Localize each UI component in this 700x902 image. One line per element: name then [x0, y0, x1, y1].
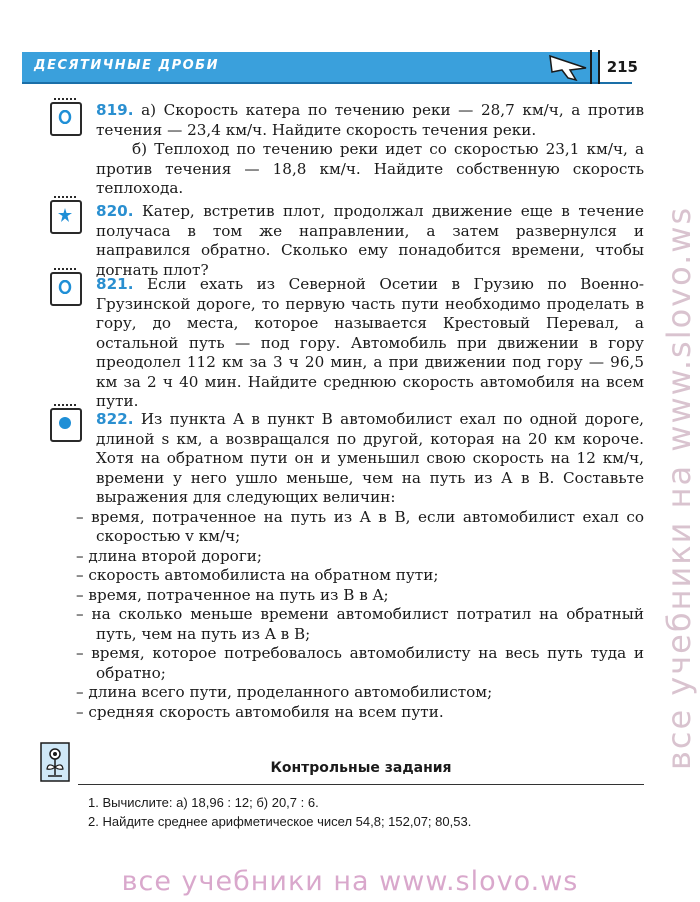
task-text: Катер, встретив плот, продолжал движение еще в течение получаса в том же направлении, а затем развернулся и направился обратно. Сколько ему понадобится времени, чтобы догнать плот?: [96, 202, 645, 279]
task-822: [76, 410, 645, 722]
list-item: – время, потраченное на путь из A в B, если автомобилист ехал со скоростью v км/ч;: [76, 507, 644, 545]
list-item: 1. Вычислите: а) 18,96 : 12; б) 20,7 : 6.: [88, 795, 319, 810]
divider: [78, 784, 644, 785]
list-item: – длина второй дороги;: [76, 546, 263, 565]
task-text: Из пункта A в пункт B автомобилист ехал по одной дороге, длиной s км, а возвращался по другой, которая на 20 км короче. Хотя на обратном пути он и уменьшил свою скорость на 12 км/ч, времени у него ушло меньше, чем на путь из A в B. Составьте выражения для следующих величин:: [96, 410, 645, 506]
task-number: 822.: [96, 410, 134, 428]
vertical-watermark: все учебники на www.slovo.ws: [660, 205, 698, 770]
list-item: – время, которое потребовалось автомобилисту на весь путь туда и обратно;: [76, 644, 644, 682]
task-items-list: [76, 508, 644, 723]
task-text: Если ехать из Северной Осетии в Грузию по Военно-Грузинской дороге, то первую часть пути необходимо проделать в гору, до места, которое называется Крестовый Перевал, а остальной путь — под гору. Автомобиль при движении в гору преодолел 112 км за 3 ч 20 мин, а при движении под гору — 96,5 км за 2 ч 40 мин. Найдите среднюю скорость автомобиля на всем пути.: [96, 275, 644, 410]
list-item: – длина всего пути, проделанного автомобилистом;: [76, 683, 493, 701]
star-icon: [50, 200, 82, 234]
list-item: – скорость автомобилиста на обратном пути;: [76, 566, 439, 584]
task-819: [96, 101, 644, 199]
task-part-a: а) Скорость катера по течению реки — 28,7 км/ч, а против течения — 23,4 км/ч. Найдите скорость течения реки.: [96, 101, 644, 139]
filled-circle-icon: [50, 408, 82, 442]
flower-icon: [40, 742, 70, 782]
task-number: 821.: [96, 275, 134, 293]
list-item: – время, потраченное на путь из B в A;: [76, 585, 389, 604]
task-number: 819.: [96, 101, 134, 119]
bottom-watermark: все учебники на www.slovo.ws: [121, 866, 579, 897]
page-number: 215: [600, 52, 638, 82]
task-number: 820.: [96, 202, 134, 220]
arrow-icon: [548, 52, 588, 82]
list-item: – на сколько меньше времени автомобилист потратил на обратный путь, чем на путь из A в B;: [76, 605, 644, 643]
list-item: 2. Найдите среднее арифметическое чисел 54,8; 152,07; 80,53.: [88, 814, 472, 829]
circle-outline-icon: [50, 102, 82, 136]
chapter-title: ДЕСЯТИЧНЫЕ ДРОБИ: [34, 58, 219, 73]
control-tasks-list: [88, 793, 471, 831]
task-part-b: б) Теплоход по течению реки идет со скоростью 23,1 км/ч, а против течения — 18,8 км/ч. Найдите собственную скорость теплохода.: [96, 140, 644, 197]
header-divider: [590, 50, 600, 84]
section-title: Контрольные задания: [270, 760, 452, 776]
task-821: [96, 275, 644, 412]
task-820: [96, 202, 644, 280]
circle-outline-icon: [50, 272, 82, 306]
list-item: – средняя скорость автомобиля на всем пути.: [76, 702, 444, 721]
